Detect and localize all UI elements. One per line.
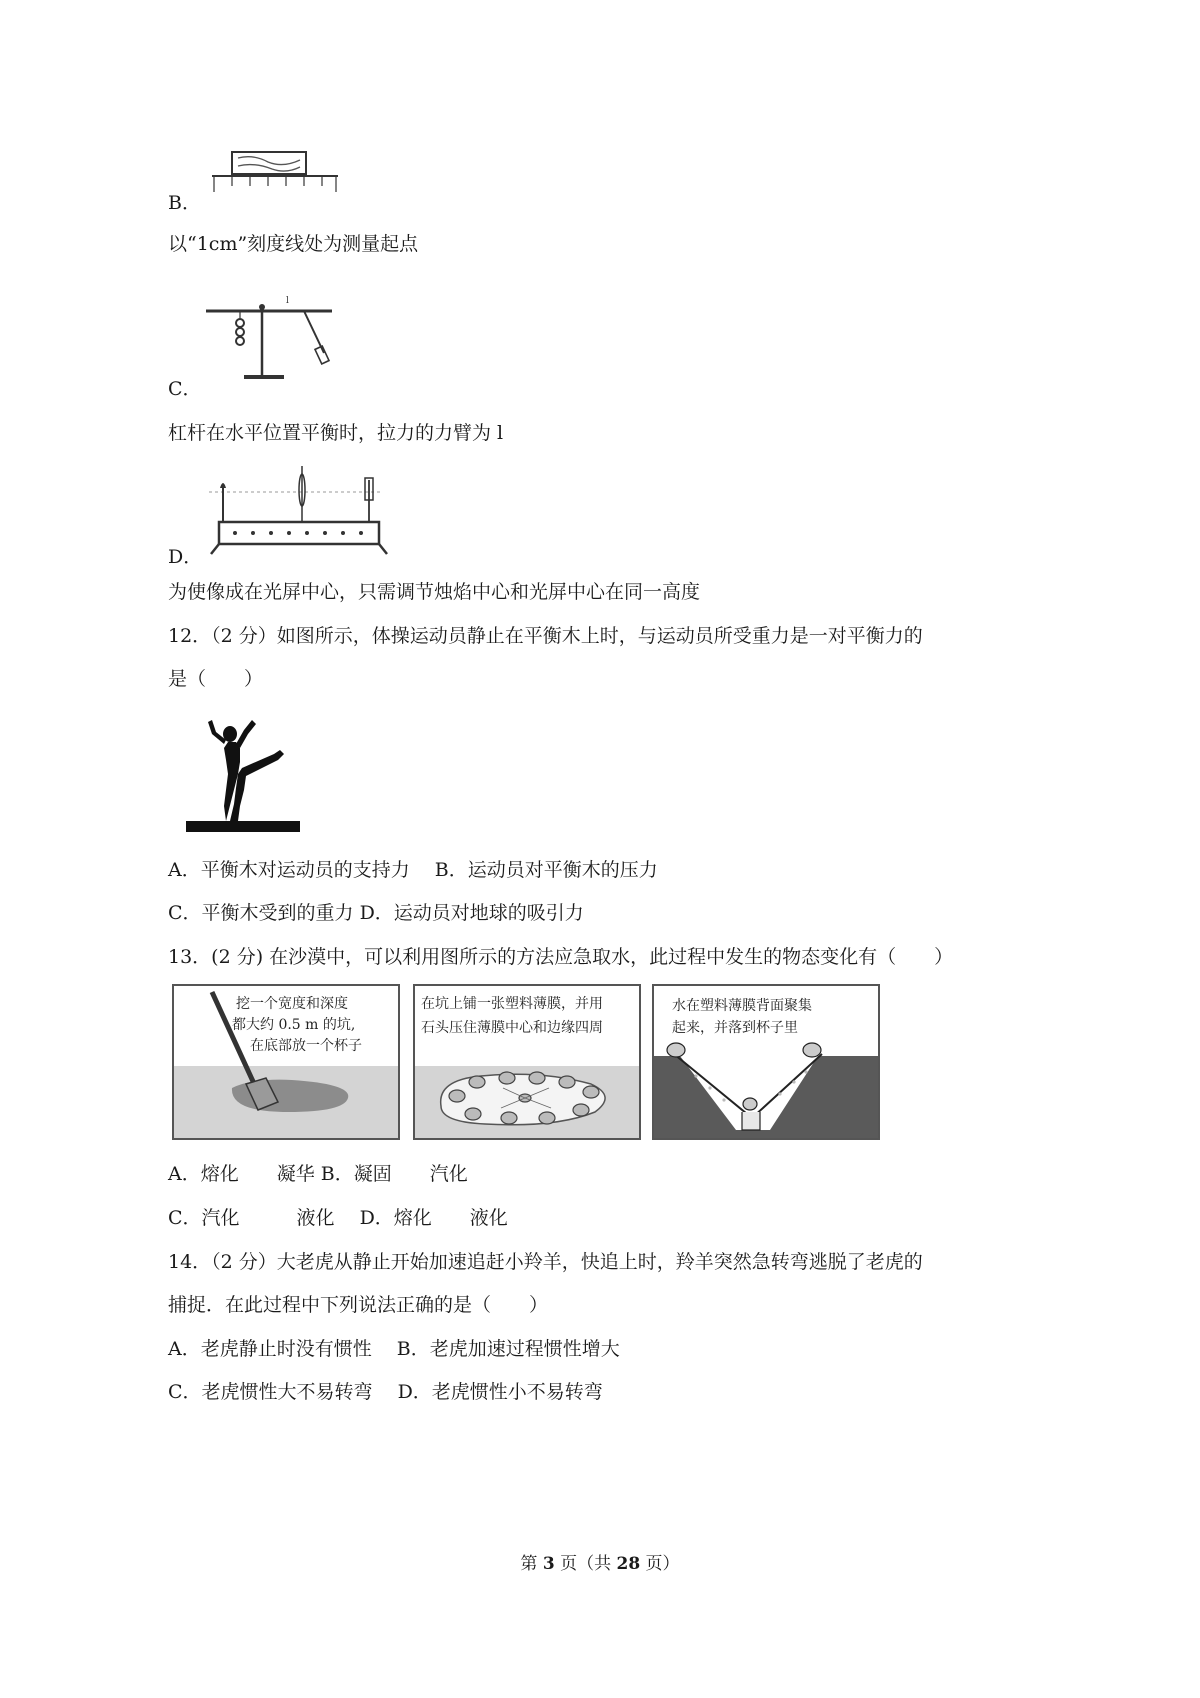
q12-options-line1: A．平衡木对运动员的支持力 B．运动员对平衡木的压力 <box>168 859 658 881</box>
q14-stem-line1: 14．（2 分）大老虎从静止开始加速追赶小羚羊，快追上时，羚羊突然急转弯逃脱了老虎的 <box>168 1251 923 1273</box>
q12-stem-line1: 12．（2 分）如图所示，体操运动员静止在平衡木上时，与运动员所受重力是一对平衡力的 <box>168 625 923 647</box>
panel3-caption-line1: 水在塑料薄膜背面聚集 <box>672 998 812 1014</box>
q11-option-b-note: 以“1cm”刻度线处为测量起点 <box>168 233 419 255</box>
desert-panel-sheet <box>413 984 641 1140</box>
q14-options-line2: C．老虎惯性大不易转弯 D．老虎惯性小不易转弯 <box>168 1381 603 1403</box>
footer-middle: 页（共 <box>554 1554 617 1574</box>
panel1-caption-line2: 都大约 0.5 m 的坑, <box>232 1017 356 1033</box>
q12-stem-line2: 是（ ） <box>168 668 264 690</box>
panel1-caption-line1: 挖一个宽度和深度 <box>236 996 348 1012</box>
lever-figure <box>200 283 340 383</box>
page-footer <box>0 1552 1200 1576</box>
panel3-caption-line2: 起来，并落到杯子里 <box>672 1020 798 1036</box>
q13-stem: 13．(2 分) 在沙漠中，可以利用图所示的方法应急取水，此过程中发生的物态变化有（ ） <box>168 946 954 968</box>
desert-panel-dig <box>172 984 400 1140</box>
q14-options-line1: A．老虎静止时没有惯性 B．老虎加速过程惯性增大 <box>168 1338 620 1360</box>
panel2-caption-line1: 在坑上铺一张塑料薄膜，并用 <box>421 996 603 1012</box>
q12-options-line2: C．平衡木受到的重力 D．运动员对地球的吸引力 <box>168 902 584 924</box>
svg-text:l: l <box>286 296 289 306</box>
footer-prefix: 第 <box>520 1554 543 1574</box>
footer-suffix: 页） <box>640 1554 680 1574</box>
panel1-caption-line3: 在底部放一个杯子 <box>250 1038 362 1054</box>
q11-option-d-label: D． <box>168 546 203 568</box>
ruler-block-figure <box>210 148 342 206</box>
q11-option-c-note: 杠杆在水平位置平衡时，拉力的力臂为 l <box>168 422 504 444</box>
q11-option-d-note: 为使像成在光屏中心，只需调节烛焰中心和光屏中心在同一高度 <box>168 581 701 603</box>
q11-option-c-label: C． <box>168 378 202 400</box>
q13-options-line1: A．熔化 凝华 B．凝固 汽化 <box>168 1163 468 1185</box>
optical-bench-figure <box>205 462 390 557</box>
panel2-caption-line2: 石头压住薄膜中心和边缘四周 <box>421 1020 603 1036</box>
desert-panel-condense <box>652 984 880 1140</box>
footer-page-number: 3 <box>542 1554 555 1574</box>
q13-options-line2: C．汽化 液化 D．熔化 液化 <box>168 1207 508 1229</box>
gymnast-figure <box>168 708 303 836</box>
q14-stem-line2: 捕捉．在此过程中下列说法正确的是（ ） <box>168 1294 549 1316</box>
footer-total-pages: 28 <box>616 1554 641 1574</box>
q11-option-b-label: B． <box>168 192 201 214</box>
